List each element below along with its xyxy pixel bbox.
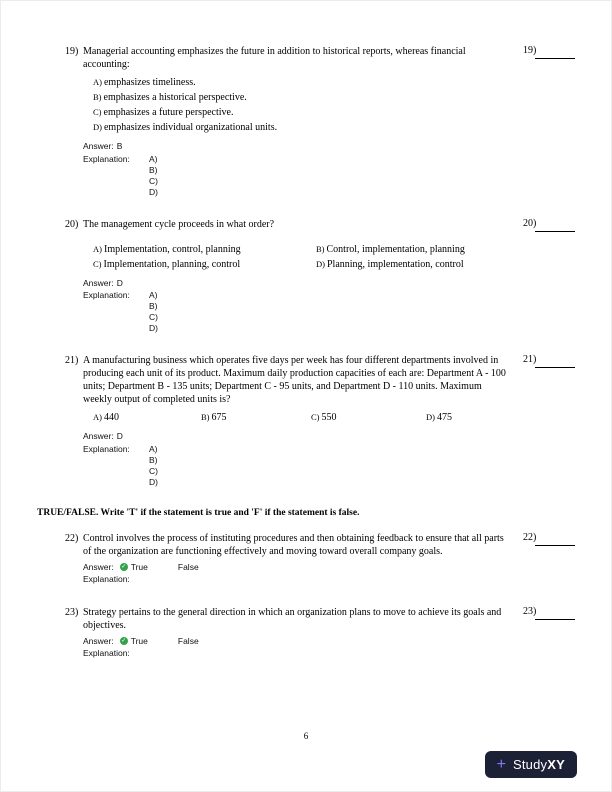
option-a — [93, 242, 316, 257]
logo-text — [513, 757, 565, 772]
answer-blank — [521, 532, 575, 552]
option-letter: C) — [93, 107, 102, 117]
options-list — [93, 75, 575, 135]
option-text: 675 — [211, 412, 227, 423]
page-number: 6 — [303, 731, 309, 741]
question-20 — [65, 218, 575, 335]
answer-blank-number: 21) — [523, 354, 537, 365]
logo-text-bold: XY — [547, 757, 565, 772]
answer-label: Answer: — [83, 635, 114, 646]
option-d — [426, 410, 452, 425]
explanation-block — [83, 290, 575, 334]
option-text: Implementation, control, planning — [103, 243, 241, 255]
option-text: Implementation, planning, control — [103, 258, 241, 270]
option-b — [316, 242, 575, 257]
answer-value: D — [116, 431, 123, 441]
explanation-label: Explanation: — [83, 648, 130, 658]
answer-label: Answer: — [83, 277, 114, 288]
answer-blank — [521, 354, 575, 374]
question-20-row — [65, 218, 575, 238]
options-list — [93, 410, 575, 425]
question-22 — [65, 532, 575, 586]
question-number: 23) — [65, 606, 79, 618]
option-d — [316, 257, 575, 272]
option-letter: D) — [426, 412, 435, 422]
question-19 — [65, 45, 575, 198]
answer-value: B — [116, 141, 123, 151]
answer-blank — [521, 606, 575, 626]
option-text: 550 — [321, 412, 337, 423]
question-22-row — [65, 532, 575, 558]
answer-line — [83, 141, 575, 153]
answer-blank — [521, 218, 575, 238]
option-text: Planning, implementation, control — [326, 258, 464, 270]
answer-blank-number: 23) — [523, 605, 537, 617]
option-letter: A) — [93, 243, 102, 254]
option-letter: C) — [311, 412, 320, 422]
option-letter: C) — [93, 258, 102, 269]
explanation-items — [149, 154, 158, 198]
explanation-label: Explanation: — [83, 290, 130, 300]
option-c — [93, 257, 316, 272]
answer-blank-number: 19) — [523, 45, 537, 56]
option-text: emphasizes a future perspective. — [103, 107, 234, 118]
option-letter: B) — [201, 412, 210, 422]
option-letter: D) — [316, 258, 325, 269]
option-a — [93, 410, 201, 425]
explanation-item: D) — [149, 476, 158, 487]
option-text: 475 — [436, 412, 452, 423]
answer-line — [83, 636, 575, 648]
question-number: 19) — [65, 46, 79, 57]
option-text: emphasizes individual organizational units. — [103, 122, 278, 133]
question-23 — [65, 606, 575, 660]
true-option: True — [130, 561, 148, 572]
option-letter: D) — [93, 122, 102, 132]
answer-blank-line — [535, 367, 575, 368]
check-icon — [120, 637, 128, 645]
explanation-label: Explanation: — [83, 443, 130, 454]
explanation-items — [149, 444, 158, 488]
question-21-row — [65, 354, 575, 406]
explanation-item: C) — [149, 312, 158, 322]
question-21 — [65, 354, 575, 488]
explanation-label: Explanation: — [83, 153, 130, 164]
option-letter: A) — [93, 412, 102, 422]
explanation-item: B) — [149, 164, 158, 175]
option-text: emphasizes a historical perspective. — [103, 92, 247, 103]
explanation-item: C) — [149, 175, 158, 186]
option-d — [93, 120, 575, 135]
studyxy-logo — [485, 751, 577, 778]
option-text: 440 — [103, 412, 119, 423]
option-b — [201, 410, 311, 425]
true-option: True — [130, 635, 148, 646]
answer-blank — [521, 45, 575, 65]
question-text: Strategy pertains to the general direction in which an organization plans to move to achieve its goals and objectives. — [83, 606, 502, 631]
explanation-block — [83, 154, 575, 198]
question-text: The management cycle proceeds in what order? — [83, 218, 275, 230]
answer-line — [83, 278, 575, 290]
option-letter: B) — [316, 243, 325, 254]
answer-blank-line — [535, 231, 575, 232]
explanation-items — [149, 290, 158, 334]
answer-label: Answer: — [83, 561, 114, 572]
option-c — [93, 105, 575, 120]
option-b — [93, 90, 575, 105]
answer-label: Answer: — [83, 141, 114, 151]
answer-value: D — [116, 277, 123, 288]
option-text: emphasizes timeliness. — [103, 77, 196, 88]
explanation-item: A) — [149, 153, 158, 164]
plus-icon: + — [496, 755, 506, 773]
question-text: Control involves the process of instituting procedures and then obtaining feedback to ensure that all parts of the organization are functioning effectively and moving toward overall company goals. — [83, 532, 504, 557]
false-option: False — [177, 635, 199, 646]
explanation-item: D) — [149, 186, 158, 197]
question-text: Managerial accounting emphasizes the future in addition to historical reports, whereas financial accounting: — [83, 46, 466, 70]
option-a — [93, 75, 575, 90]
explanation-block — [83, 444, 575, 488]
question-number: 21) — [65, 355, 79, 366]
check-icon — [120, 563, 128, 571]
explanation-item: A) — [149, 290, 158, 300]
option-letter: B) — [93, 92, 102, 102]
question-number: 20) — [65, 218, 79, 230]
explanation-label: Explanation: — [83, 574, 130, 584]
option-letter: A) — [93, 77, 102, 87]
explanation-item: B) — [149, 454, 158, 465]
question-text: A manufacturing business which operates five days per week has four different departments involved in producing each unit of its product. Maximum daily production capacities of each are: Department A - 100 units; Department B - 135 units; Department C - 95 units, and Department D - 110 units. Maximum weekly output of completed units is? — [83, 355, 506, 405]
answer-blank-line — [535, 545, 575, 546]
question-19-row — [65, 45, 575, 71]
explanation-item: C) — [149, 465, 158, 476]
check-glyph: ✓ — [121, 638, 127, 645]
logo-text-regular: Study — [513, 757, 548, 772]
option-text: Control, implementation, planning — [326, 243, 465, 255]
answer-blank-line — [535, 58, 575, 59]
answer-line — [83, 431, 575, 443]
false-option: False — [177, 561, 199, 572]
explanation-item: B) — [149, 301, 158, 311]
explanation-item: A) — [149, 443, 158, 454]
question-number: 22) — [65, 532, 79, 544]
question-23-row — [65, 606, 575, 632]
section-header-true-false: TRUE/FALSE. Write 'T' if the statement is true and 'F' if the statement is false. — [37, 507, 360, 518]
check-glyph: ✓ — [121, 564, 127, 571]
answer-label: Answer: — [83, 431, 114, 441]
answer-blank-line — [535, 619, 575, 620]
options-list — [93, 242, 575, 272]
option-c — [311, 410, 426, 425]
answer-blank-number: 20) — [523, 217, 537, 229]
answer-line — [83, 562, 575, 574]
answer-blank-number: 22) — [523, 531, 537, 543]
explanation-item: D) — [149, 323, 158, 333]
